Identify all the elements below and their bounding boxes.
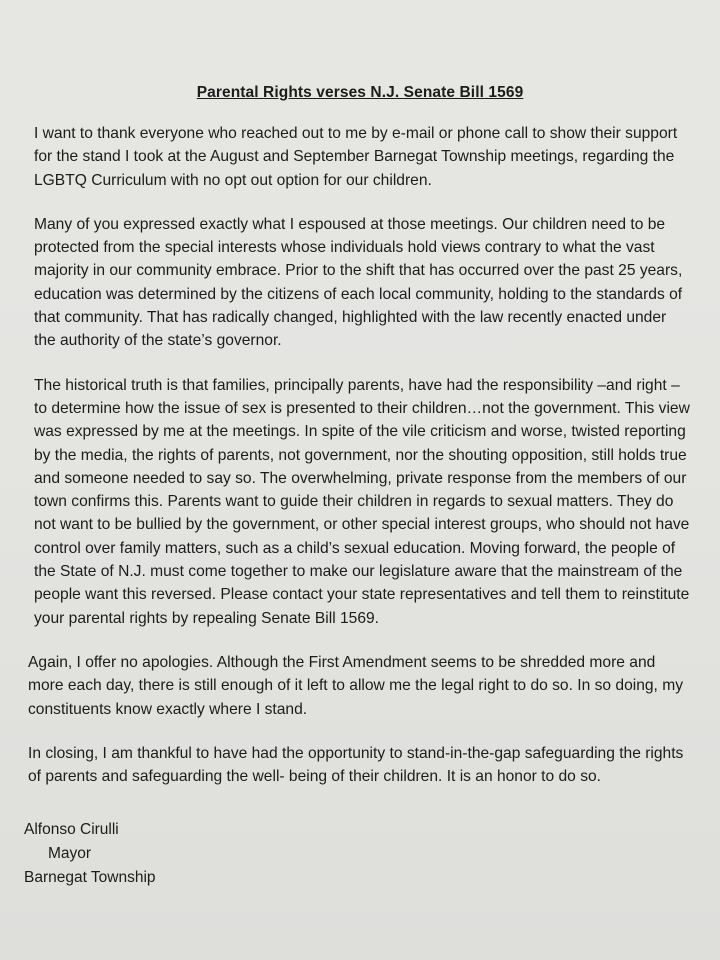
- paragraph-closing: In closing, I am thankful to have had the opportunity to stand-in-the-gap safeguarding the rights of parents and safeguarding the well- being of their children. It is an honor to do so.: [28, 744, 684, 786]
- paragraph-community: Many of you expressed exactly what I espoused at those meetings. Our children need to be protected from the special interests whose individuals hold views contrary to what the vast majority in our community embrace. Prior to the shift that has occurred over the past 25 years, education was determined by the citizens of each local community, holding to the standards of that community. That has radically changed, highlighted with the law recently enacted under the authority of the state’s governor.: [34, 215, 683, 350]
- letter-title: Parental Rights verses N.J. Senate Bill 1569: [196, 84, 524, 101]
- signer-organization: Barnegat Township: [24, 869, 156, 886]
- signer-role: Mayor: [48, 845, 92, 862]
- paragraph-historical-truth: The historical truth is that families, principally parents, have had the responsibility –and right –to determine how the issue of sex is presented to their children…not the government. This view was expressed by me at the meetings. In spite of the vile criticism and worse, twisted reporting by the media, the rights of parents, not government, nor the shouting opposition, still holds true and someone needed to say so. The overwhelming, private response from the members of our town confirms this. Parents want to guide their children in regards to sexual matters. They do not want to be bullied by the government, or other special interest groups, who should not have control over family matters, such as a child’s sexual education. Moving forward, the people of the State of N.J. must come together to make our legislature aware that the mainstream of the people want this reversed. Please contact your state representatives and tell them to reinstitute your parental rights by repealing Senate Bill 1569.: [34, 376, 690, 627]
- signer-name: Alfonso Cirulli: [24, 821, 119, 838]
- paragraph-thanks: I want to thank everyone who reached out to me by e-mail or phone call to show their support for the stand I took at the August and September Barnegat Township meetings, regarding the LGBTQ Curriculum with no opt out option for our children.: [34, 125, 678, 189]
- paragraph-no-apologies: Again, I offer no apologies. Although the First Amendment seems to be shredded more and more each day, there is still enough of it left to allow me the legal right to do so. In so doing, my constituents know exactly where I stand.: [28, 653, 683, 718]
- signature-block: [24, 818, 156, 890]
- letter-body: [28, 84, 692, 809]
